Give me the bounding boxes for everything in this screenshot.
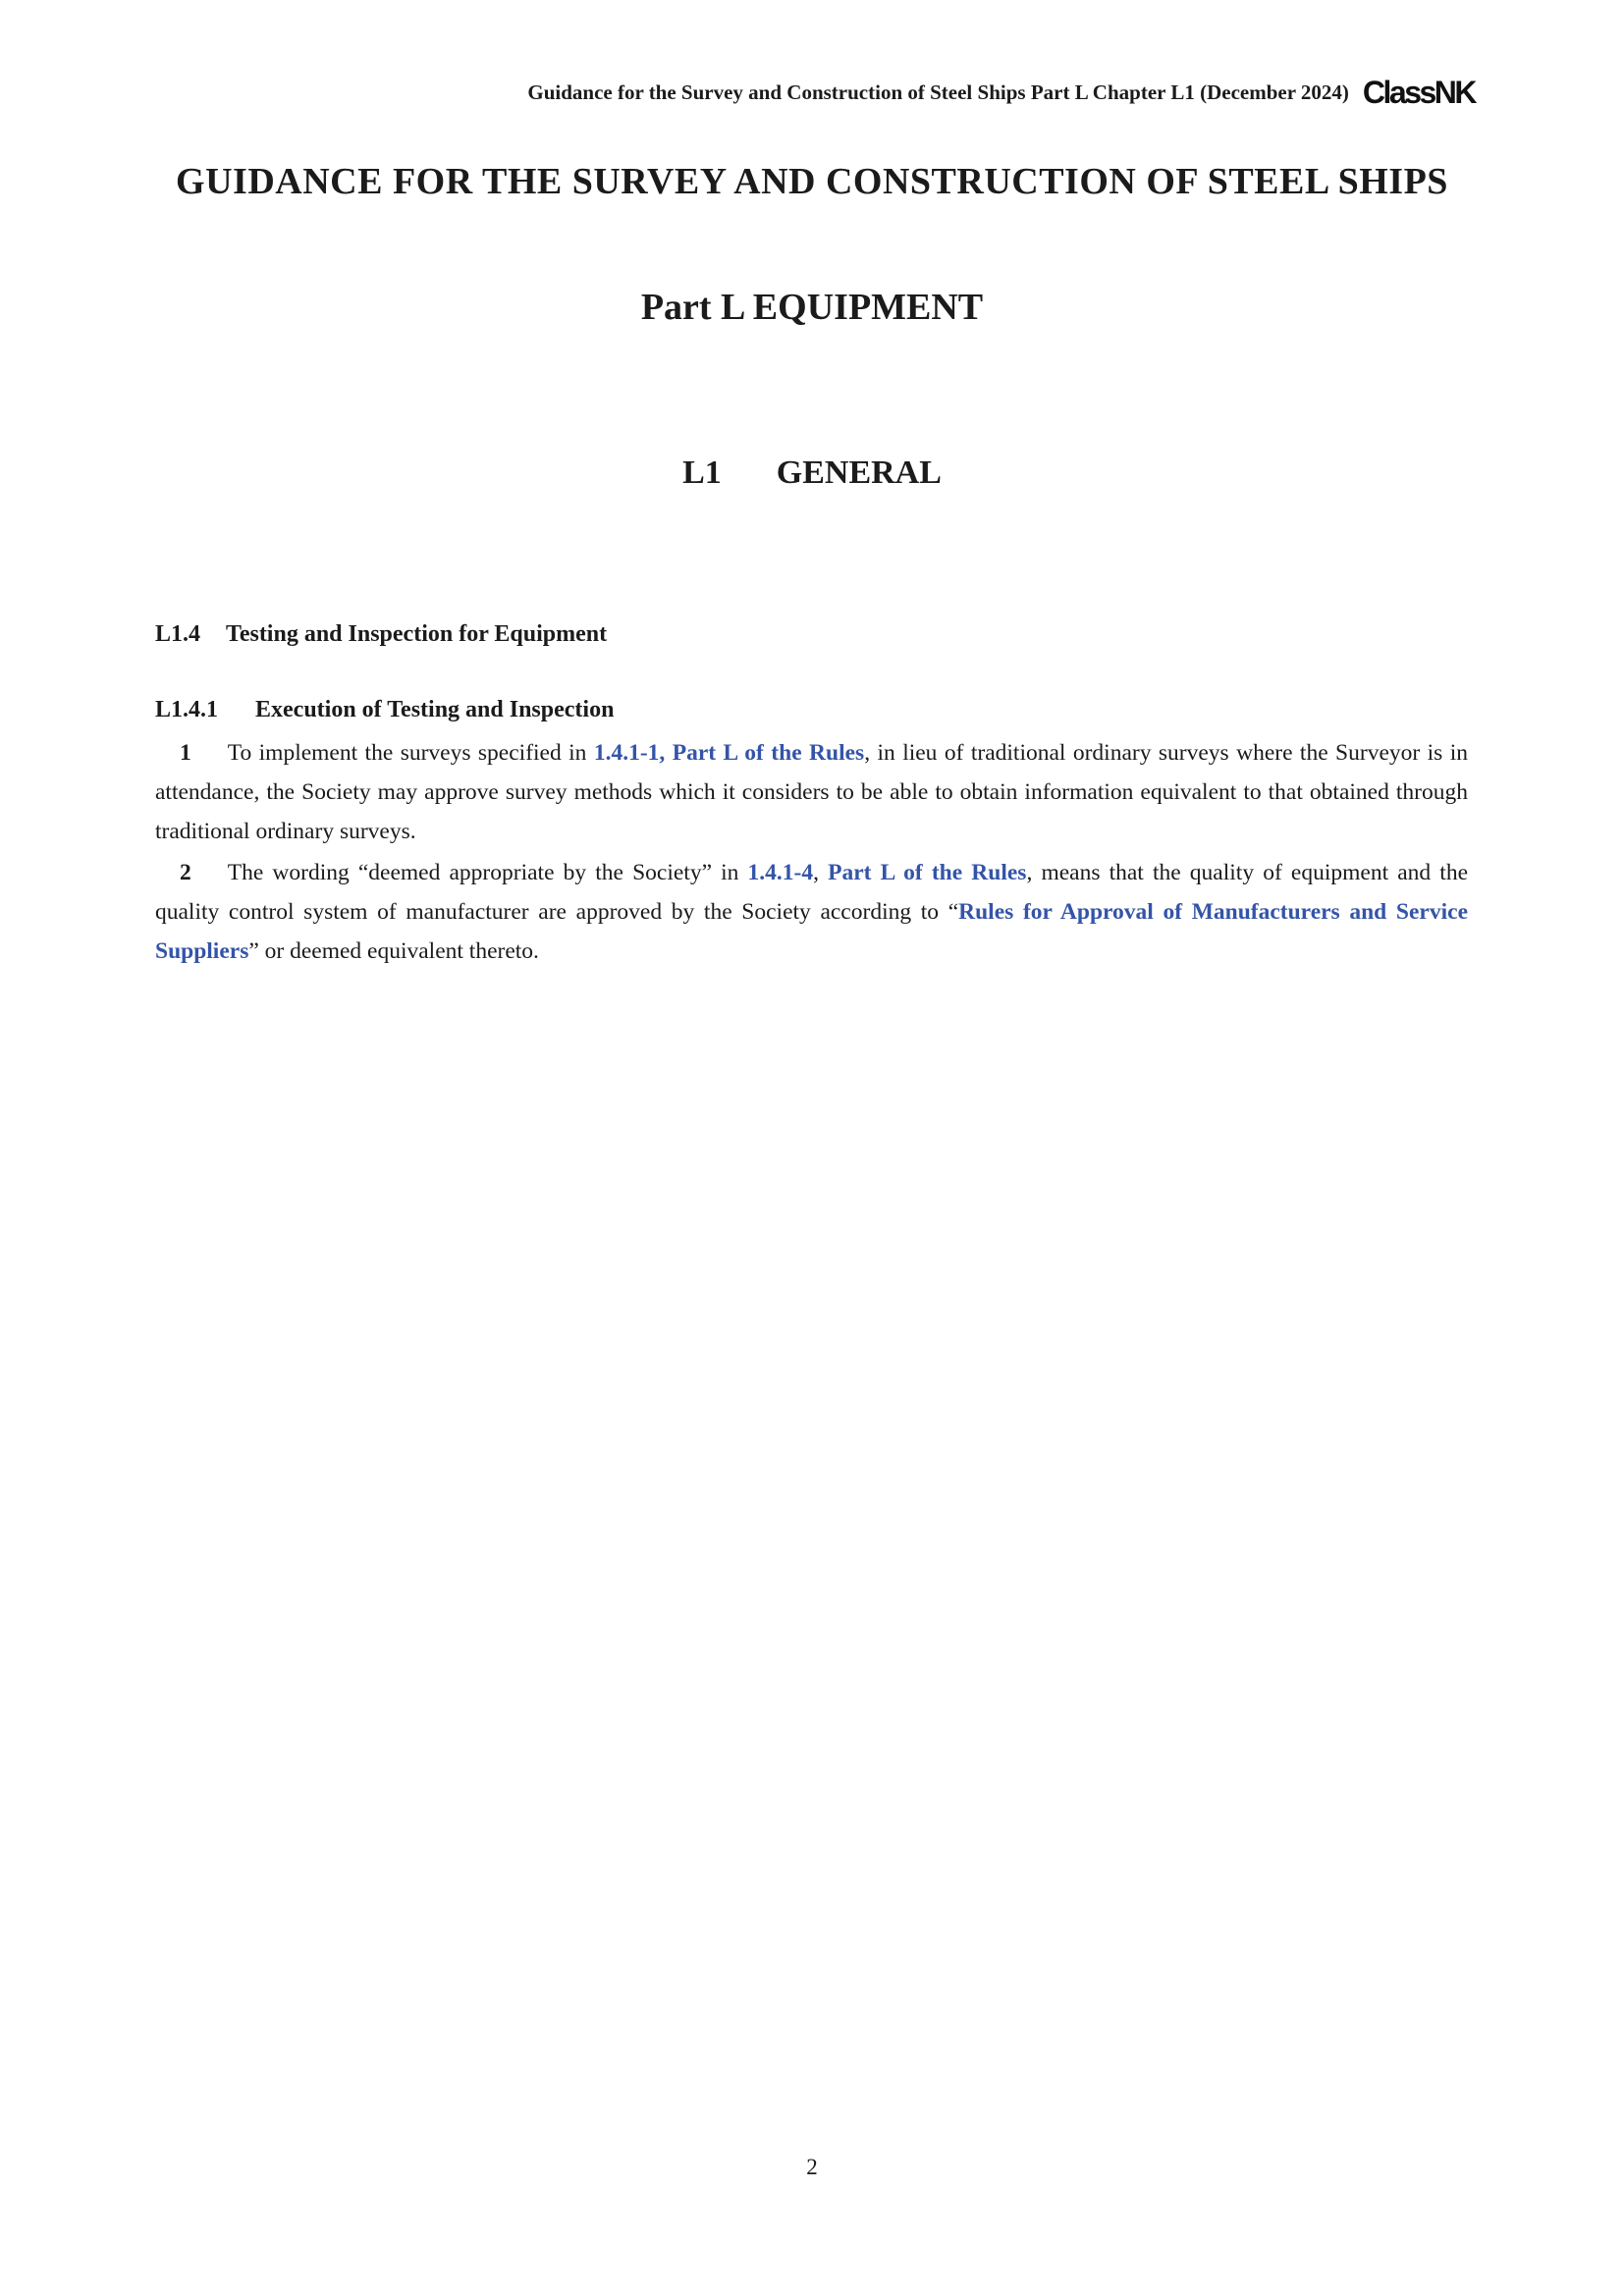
paragraph-number: 2 bbox=[180, 860, 191, 885]
text-segment: , means that the quality of equipment and the quality control system of manufacturer are approved by the Society according to “ bbox=[155, 860, 1468, 925]
chapter-heading bbox=[0, 454, 1624, 492]
page-body bbox=[0, 621, 1624, 971]
text-segment: ” or deemed equivalent thereto. bbox=[248, 938, 539, 964]
text-segment: To implement the surveys specified in bbox=[227, 740, 594, 766]
page-header bbox=[0, 0, 1624, 111]
section-heading bbox=[155, 621, 1468, 648]
chapter-number: L1 bbox=[682, 454, 722, 491]
text-segment: , bbox=[813, 860, 829, 885]
chapter-name: GENERAL bbox=[776, 454, 942, 491]
paragraph-1 bbox=[155, 733, 1468, 851]
paragraph-2 bbox=[155, 853, 1468, 971]
rule-reference-link[interactable]: Part L of the Rules bbox=[828, 860, 1027, 885]
section-number: L1.4 bbox=[155, 621, 201, 647]
text-segment: The wording “deemed appropriate by the Society” in bbox=[227, 860, 748, 885]
header-running-title: Guidance for the Survey and Construction of Steel Ships Part L Chapter L1 (December 2024) bbox=[527, 80, 1349, 104]
subsection-title: Execution of Testing and Inspection bbox=[255, 697, 615, 722]
rules-approval-link[interactable]: Rules for Approval of Manufacturers and Service Suppliers bbox=[155, 899, 1468, 964]
page-footer bbox=[0, 2155, 1624, 2180]
subsection-number: L1.4.1 bbox=[155, 697, 219, 722]
text-segment: , in lieu of traditional ordinary surveys where the Surveyor is in attendance, the Society may approve survey methods which it considers to be able to obtain information equivalent to that obtained through traditional ordinary surveys. bbox=[155, 740, 1468, 844]
part-title: Part L EQUIPMENT bbox=[640, 287, 984, 328]
document-title: GUIDANCE FOR THE SURVEY AND CONSTRUCTION OF STEEL SHIPS bbox=[176, 161, 1448, 202]
classnk-logo: ClassNK bbox=[1362, 75, 1475, 110]
section-text bbox=[155, 733, 1468, 971]
paragraph-number: 1 bbox=[180, 740, 191, 766]
section-title: Testing and Inspection for Equipment bbox=[226, 621, 608, 647]
subsection-heading bbox=[155, 697, 1468, 723]
rule-reference-link[interactable]: 1.4.1-4 bbox=[747, 860, 814, 885]
rule-reference-link[interactable]: 1.4.1-1, Part L of the Rules bbox=[593, 740, 865, 766]
page-number: 2 bbox=[806, 2155, 818, 2179]
